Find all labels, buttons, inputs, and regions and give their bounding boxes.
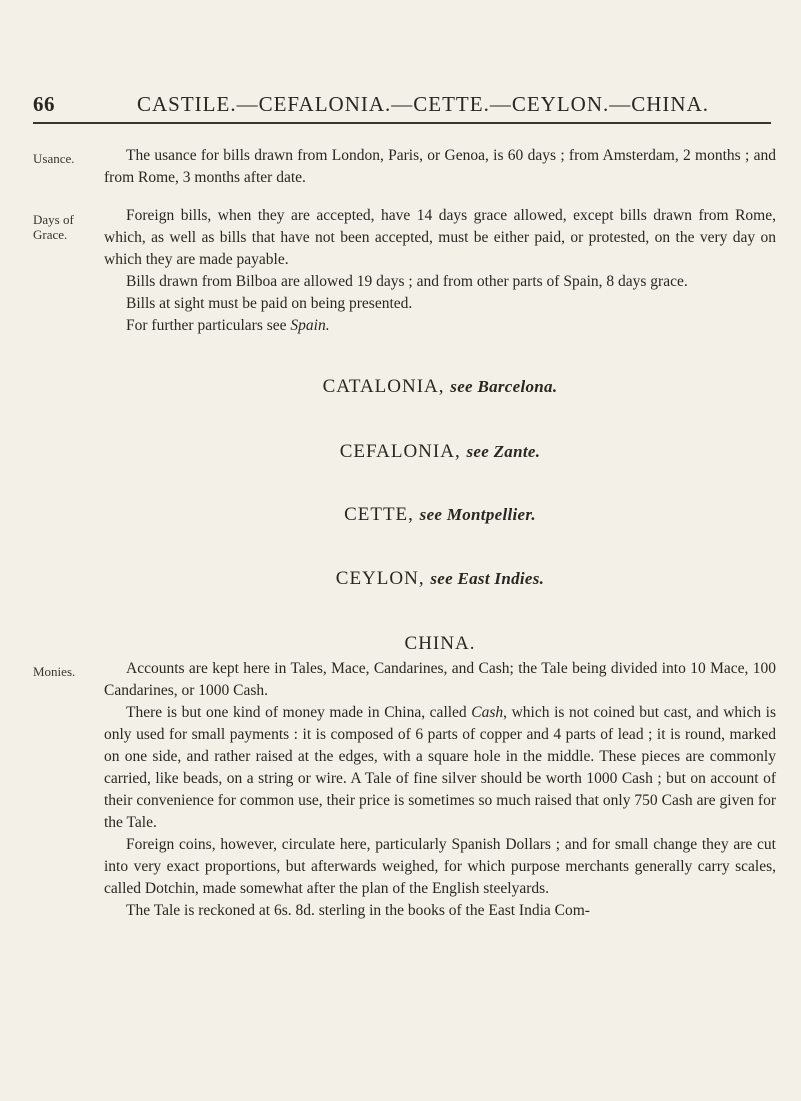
monies-paragraph-1: Accounts are kept here in Tales, Mace, Candarines, and Cash; the Tale being divided into 10 Mace, 100 Candarines, or 1000 Cash.: [104, 660, 776, 699]
grace-paragraph-4: [104, 315, 776, 337]
monies-paragraph-3: Foreign coins, however, circulate here, particularly Spanish Dollars ; and for small change they are cut into very exact proportions, but afterwards weighed, for which purpose merchants generally carry scales, called Dotchin, made somewhat after the plan of the English steelyards.: [104, 836, 776, 897]
heading-cefalonia: [104, 441, 776, 463]
heading-reference: see Barcelona.: [450, 377, 558, 396]
heading-name: CETTE,: [344, 504, 414, 525]
heading-name: CEYLON,: [335, 568, 425, 589]
usance-paragraph: The usance for bills drawn from London, Paris, or Genoa, is 60 days ; from Amsterdam, 2 months ; and from Rome, 3 months after date.: [104, 147, 776, 186]
grace-p4-prefix: For further particulars see: [126, 317, 291, 334]
monies-paragraph-4: The Tale is reckoned at 6s. 8d. sterling in the books of the East India Com-: [126, 902, 590, 919]
monies-p2-a: There is but one kind of money made in China, called: [126, 704, 472, 721]
running-title: CASTILE.—CEFALONIA.—CETTE.—CEYLON.—CHINA.: [137, 92, 709, 116]
margin-note-days-of-grace: Days of Grace.: [33, 212, 74, 242]
monies-paragraph-2: [104, 702, 776, 834]
grace-paragraph-3: Bills at sight must be paid on being presented.: [126, 295, 413, 312]
heading-ceylon: [104, 568, 776, 590]
heading-reference: see Zante.: [466, 442, 541, 461]
heading-china: CHINA.: [404, 633, 476, 654]
heading-name: CEFALONIA,: [339, 441, 461, 462]
header-rule: [33, 122, 771, 124]
china-monies-section: [104, 658, 776, 922]
usance-section: [104, 145, 776, 189]
cash-term: Cash: [471, 704, 504, 721]
margin-note-monies: Monies.: [33, 664, 76, 679]
monies-p2-b: , which is not coined but cast, and which is only used for small payments : it is composed of 6 parts of copper and 4 parts of lead ; it is round, marked on one side, and rather raised at the edges, with a square hole in the middle. These pieces are commonly carried, like beads, on a string or wire. A Tale of fine silver should be worth 1000 Cash ; but on account of their convenience for common use, their price is sometimes so much raised that only 750 Cash are given for the Tale.: [104, 704, 777, 831]
page-number: 66: [33, 92, 55, 116]
heading-reference: see Montpellier.: [419, 505, 536, 524]
heading-cette: [104, 504, 776, 526]
grace-section: [104, 205, 776, 337]
heading-catalonia: [104, 376, 776, 398]
grace-paragraph-2: Bills drawn from Bilboa are allowed 19 days ; and from other parts of Spain, 8 days grace.: [126, 273, 688, 290]
heading-name: CATALONIA,: [322, 376, 445, 397]
grace-paragraph-1: Foreign bills, when they are accepted, have 14 days grace allowed, except bills drawn from Rome, which, as well as bills that have not been accepted, must be either paid, or protested, on the very day on which they are made payable.: [104, 207, 776, 268]
heading-reference: see East Indies.: [430, 569, 545, 588]
spain-reference: Spain.: [290, 317, 330, 334]
margin-note-usance: Usance.: [33, 151, 75, 166]
